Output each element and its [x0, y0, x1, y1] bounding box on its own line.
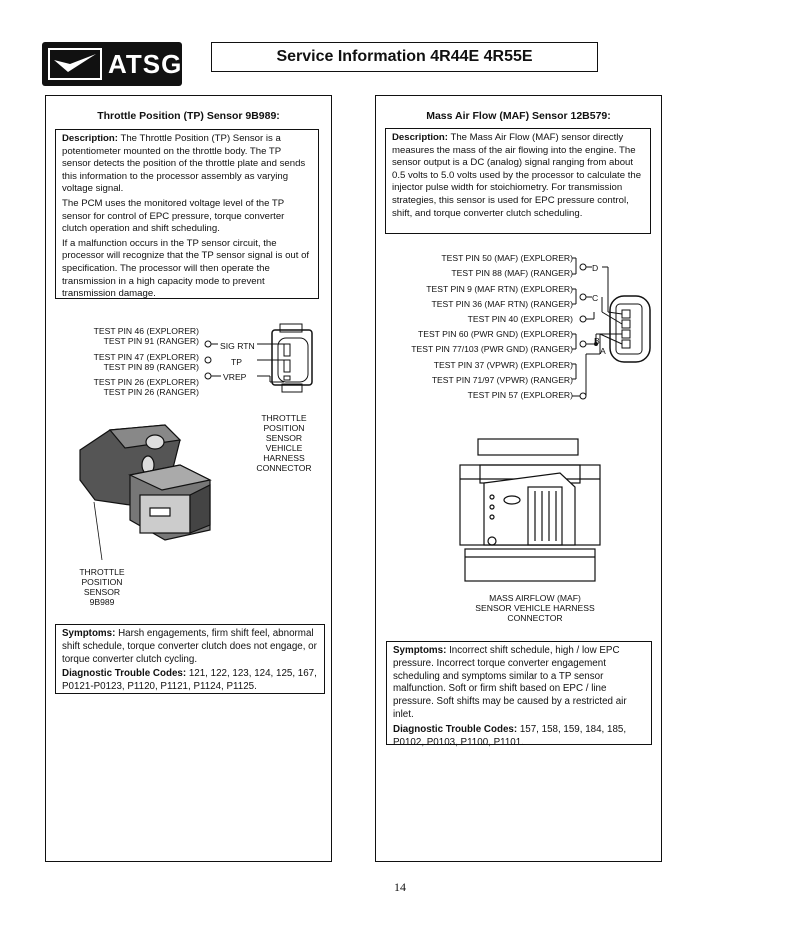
tp-symptoms: Symptoms: Harsh engagements, firm shift feel, abnormal shift schedule, torque converter clutch does not engage, or torque converter clutch cycling. [62, 628, 317, 665]
checkmark-logo-icon [48, 48, 102, 80]
maf-terminal-a: A [600, 346, 606, 356]
tp-description-2: The PCM uses the monitored voltage level of the TP sensor for control of EPC pressure, torque converter clutch operation and shift scheduling. [62, 197, 285, 235]
tp-pin-label: TEST PIN 47 (EXPLORER) [93, 352, 199, 362]
tp-signal-label: SIG RTN [220, 341, 255, 351]
tp-signal-label: TP [231, 357, 242, 367]
tp-signal-label: VREP [223, 372, 247, 382]
maf-pin-label: TEST PIN 9 (MAF RTN) (EXPLORER) [426, 284, 573, 294]
maf-dtc: Diagnostic Trouble Codes: 157, 158, 159, 184, 185, P0102, P0103, P1100, P1101. [393, 723, 627, 748]
tp-pin-label: TEST PIN 26 (EXPLORER) [93, 377, 199, 387]
maf-terminal-c: C [592, 293, 599, 303]
page-number: 14 [394, 880, 406, 894]
maf-description-box [385, 128, 651, 234]
maf-pin-label: TEST PIN 60 (PWR GND) (EXPLORER) [417, 329, 573, 339]
maf-symptoms: Symptoms: Incorrect shift schedule, high / low EPC pressure. Incorrect torque converter engagement scheduling and symptoms similar to a TP sensor malfunction. Soft or firm shift based on EPC / line pressure. Soft shifts may be caused by a restricted air inlet. [393, 645, 627, 720]
maf-pin-label: TEST PIN 36 (MAF RTN) (RANGER) [431, 299, 573, 309]
maf-symptoms-box [386, 641, 652, 748]
maf-pin-label: TEST PIN 57 (EXPLORER) [467, 390, 573, 400]
tp-description-3: If a malfunction occurs in the TP sensor circuit, the processor will recognize that the TP sensor signal is out of specification. The processor will then operate the transmission in a high capacity mode to prevent transmission damage. [62, 237, 310, 300]
maf-pin-label: TEST PIN 77/103 (PWR GND) (RANGER) [411, 344, 573, 354]
tp-symptoms-box [55, 624, 325, 694]
tp-connector-diagram [200, 320, 330, 410]
maf-connector-diagram [570, 250, 660, 410]
tp-description-box [55, 129, 319, 299]
maf-terminal-b: B [594, 336, 600, 346]
tp-sensor-label: THROTTLE POSITION SENSOR 9B989 [79, 567, 125, 607]
maf-description: Description: The Mass Air Flow (MAF) sensor directly measures the mass of the air flowing into the engine. The sensor output is a DC (analog) signal ranging from about 0.5 volts to 5.0 volts used by the processor to calculate the injector pulse width for stoichiometry. For transmission strategies, this sensor is used for EPC pressure control, shift, and torque converter clutch scheduling. [392, 132, 642, 219]
maf-pin-label: TEST PIN 71/97 (VPWR) (RANGER) [431, 375, 573, 385]
maf-terminal-d: D [592, 263, 599, 273]
tp-connector-label: THROTTLE POSITION SENSOR VEHICLE HARNESS CONNECTOR [256, 413, 312, 473]
page-title: Service Information 4R44E 4R55E [276, 48, 533, 65]
mass-airflow-sensor-illustration [450, 435, 605, 585]
maf-connector-label: MASS AIRFLOW (MAF) SENSOR VEHICLE HARNESS CONNECTOR [475, 593, 595, 623]
page-header [211, 42, 598, 72]
brand-name: ATSG [108, 49, 183, 79]
maf-pin-label: TEST PIN 37 (VPWR) (EXPLORER) [433, 360, 573, 370]
tp-description-1: Description: The Throttle Position (TP) Sensor is a potentiometer mounted on the throttle body. The TP sensor detects the position of the throttle plate and sends this information to the processor assembly as varying voltage signal. [62, 133, 306, 195]
tp-pin-label: TEST PIN 46 (EXPLORER) [93, 326, 199, 336]
maf-pin-label: TEST PIN 40 (EXPLORER) [467, 314, 573, 324]
tp-dtc: Diagnostic Trouble Codes: 121, 122, 123, 124, 125, 167, P0121-P0123, P1120, P1121, P1124, P1125. [62, 668, 317, 693]
atsg-logo [42, 42, 182, 86]
maf-pin-label: TEST PIN 88 (MAF) (RANGER) [451, 268, 573, 278]
maf-pin-label: TEST PIN 50 (MAF) (EXPLORER) [441, 253, 573, 263]
tp-sensor-title: Throttle Position (TP) Sensor 9B989: [97, 110, 280, 122]
tp-pin-label: TEST PIN 91 (RANGER) [103, 336, 199, 346]
tp-pin-label: TEST PIN 89 (RANGER) [103, 362, 199, 372]
throttle-position-sensor-illustration [70, 410, 230, 570]
maf-sensor-title: Mass Air Flow (MAF) Sensor 12B579: [426, 110, 611, 122]
tp-pin-label: TEST PIN 26 (RANGER) [103, 387, 199, 397]
